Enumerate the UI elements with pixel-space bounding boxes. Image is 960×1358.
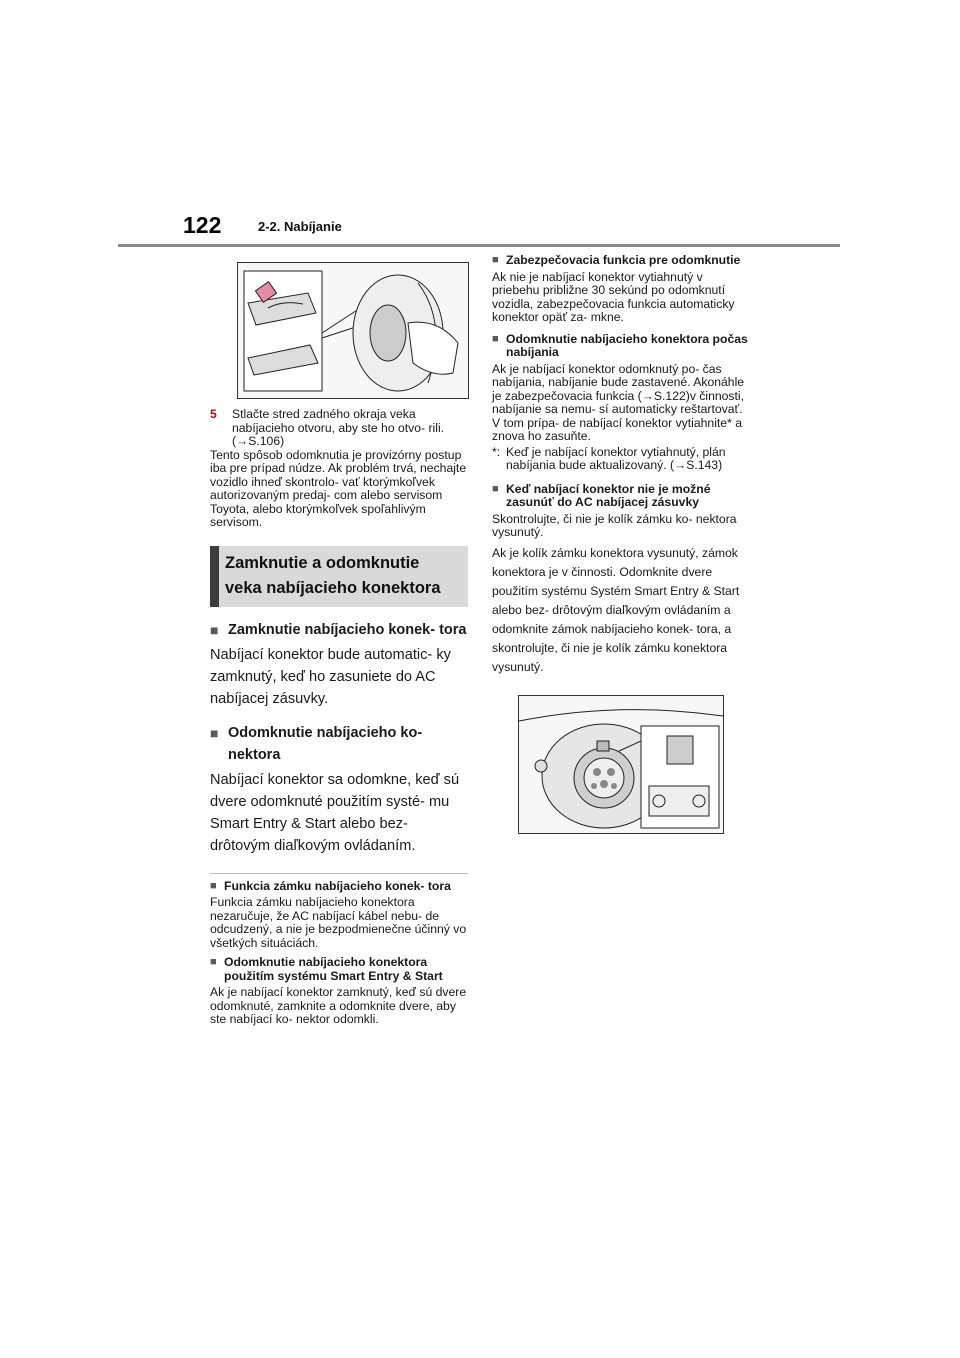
subheading-smart-entry xyxy=(210,956,468,983)
subheading-text: Odomknutie nabíjacieho ko- nektora xyxy=(228,724,423,763)
lock-function-text: Funkcia zámku nabíjacieho konektora nezaručuje, že AC nabíjací kábel nebu- de odcudzený, a nie je bezpodmienečne účinný vo všetkých situáciách. xyxy=(210,895,467,950)
square-bullet-icon: ■ xyxy=(210,621,219,638)
subheading-during-charging xyxy=(492,333,750,360)
subheading-cannot-insert xyxy=(492,483,750,510)
subheading-text: Odomknutie nabíjacieho konektora počas nabíjania xyxy=(506,331,748,359)
divider xyxy=(210,873,468,874)
charging-inlet-image xyxy=(519,696,723,833)
subheading-text: Funkcia zámku nabíjacieho konek- tora xyxy=(224,878,451,893)
step-text: Stlačte stred zadného okraja veka nabíjacieho otvoru, aby ste ho otvo- rili. (→S.106) xyxy=(232,407,445,448)
subheading-text: Zamknutie nabíjacieho konek- tora xyxy=(228,621,467,638)
square-bullet-icon: ■ xyxy=(492,332,499,345)
left-column xyxy=(210,262,468,1027)
footnote-mark: *: xyxy=(492,444,501,459)
charging-inlet-illustration xyxy=(518,695,724,834)
subheading-locking xyxy=(210,619,468,641)
hand-pressing-lid-image xyxy=(238,263,468,398)
emergency-note: Tento spôsob odomknutia je provizórny postup iba pre prípad núdze. Ak problém trvá, nechajte vozidlo ihneď skontrolo- vať ktorýmkoľvek autorizovaným predaj- com alebo servisom Toyota, alebo ktorýmkoľvek spoľahlivým servisom. xyxy=(210,447,467,529)
subheading-security xyxy=(492,254,750,268)
step-5 xyxy=(210,408,468,449)
square-bullet-icon: ■ xyxy=(492,254,499,266)
subheading-text: Keď nabíjací konektor nie je možné zasunúť do AC nabíjacej zásuvky xyxy=(506,481,711,509)
section-title: 2-2. Nabíjanie xyxy=(258,219,342,234)
square-bullet-icon: ■ xyxy=(492,482,499,495)
subheading-lock-function xyxy=(210,880,468,894)
security-text: Ak nie je nabíjací konektor vytiahnutý v priebehu približne 30 sekúnd po odomknutí vozidla, zabezpečovacia funkcia automaticky konektor opäť za- mkne. xyxy=(492,269,735,324)
subheading-unlocking xyxy=(210,722,468,766)
square-bullet-icon: ■ xyxy=(210,724,219,741)
subheading-text: Odomknutie nabíjacieho konektora použitím systému Smart Entry & Start xyxy=(224,955,443,983)
right-column xyxy=(492,254,750,834)
during-charging-text: Ak je nabíjací konektor odomknutý po- čas nabíjania, nabíjanie bude zastavené. Akonáhle je zabezpečovacia funkcia (→S.122)v činnosti, nabíjanie sa nemu- sí automaticky reštartovať. V tom prípa- de nabíjací konektor vytiahnite* a znova ho zasuňte. xyxy=(492,361,745,443)
footnote-text: Keď je nabíjací konektor vytiahnutý, plán nabíjania bude aktualizovaný. (→S.143) xyxy=(506,444,726,472)
subheading-text: Zabezpečovacia funkcia pre odomknutie xyxy=(506,253,741,267)
section-heading: Zamknutie a odomknutie veka nabíjacieho konektora xyxy=(210,546,468,607)
cannot-insert-text: Skontrolujte, či nie je kolík zámku ko- nektora vysunutý. xyxy=(492,511,737,539)
square-bullet-icon: ■ xyxy=(210,956,217,968)
header-rule xyxy=(118,244,840,247)
page-number: 122 xyxy=(183,212,222,238)
step-number: 5 xyxy=(210,407,217,421)
footnote xyxy=(492,446,750,473)
smart-entry-text: Ak je nabíjací konektor zamknutý, keď sú dvere odomknuté, zamknite a odomknite dvere, aby ste nabíjací ko- nektor odomkli. xyxy=(210,985,467,1026)
unlocking-text: Nabíjací konektor sa odomkne, keď sú dvere odomknuté použitím systé- mu Smart Entry & Start alebo bez- drôtovým diaľkovým ovládaním. xyxy=(210,771,460,854)
cannot-insert-detail: Ak je kolík zámku konektora vysunutý, zámok konektora je v činnosti. Odomknite dvere použitím systému Systém Smart Entry & Start alebo bez- drôtovým diaľkovým ovládaním a odomknite zámok nabíjacieho konek- tora, a skontrolujte, či nie je kolík zámku konektora vysunutý. xyxy=(492,545,740,674)
square-bullet-icon: ■ xyxy=(210,879,217,892)
lid-release-illustration xyxy=(237,262,469,399)
locking-text: Nabíjací konektor bude automatic- ky zamknutý, keď ho zasuniete do AC nabíjacej zásuvky. xyxy=(210,646,451,707)
